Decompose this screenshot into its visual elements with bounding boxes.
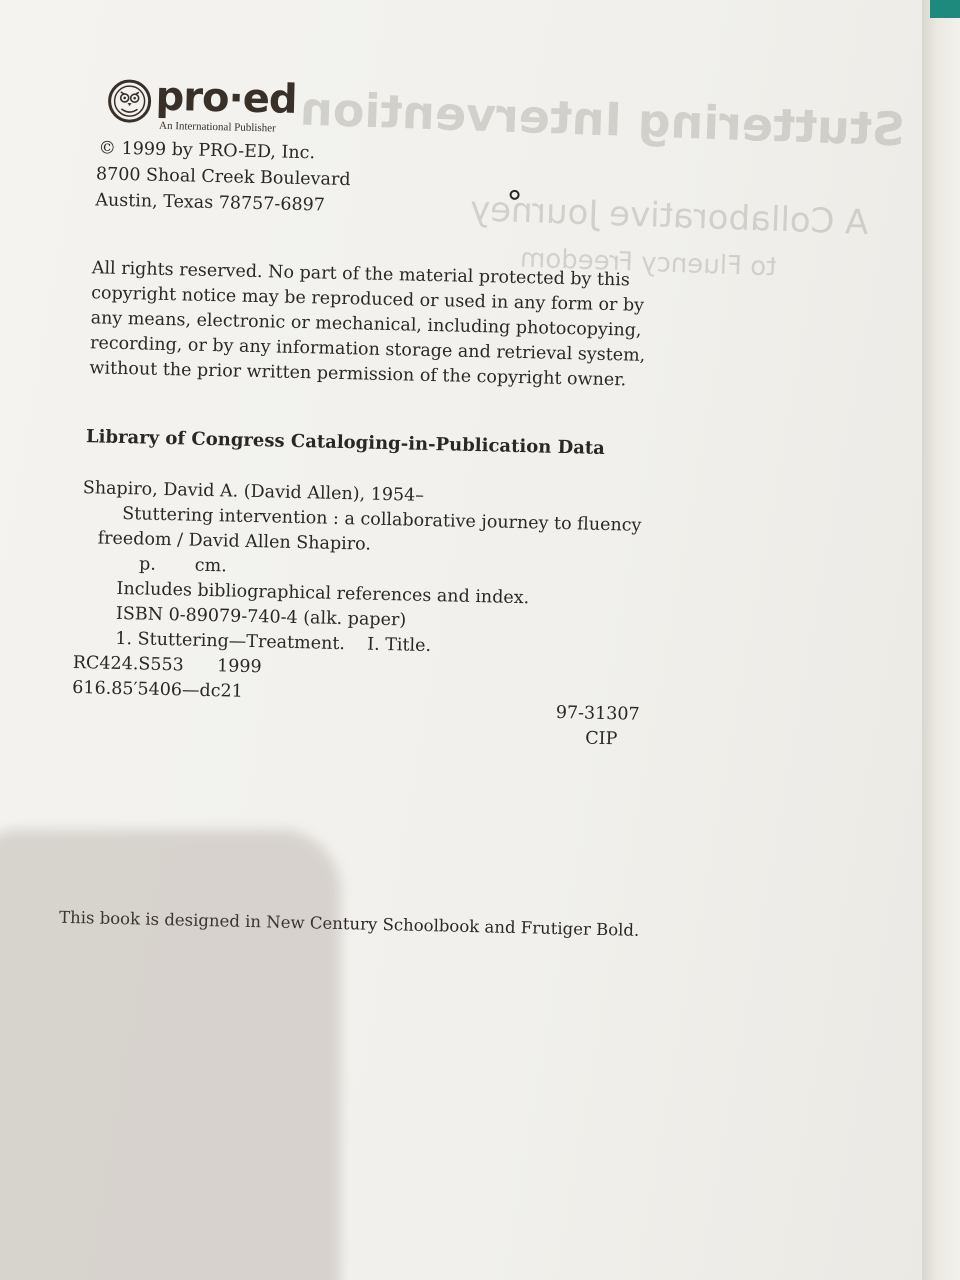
cip-isbn: ISBN 0-89079-740-4 (alk. paper)	[115, 603, 407, 631]
rights-line-3: any means, electronic or mechanical, including photocopying,	[90, 308, 642, 341]
cover-edge	[930, 0, 960, 18]
cip-dewey: 616.85′5406—dc21	[72, 677, 243, 702]
ink-dot	[509, 190, 519, 200]
rights-line-5: without the prior written permission of the copyright owner.	[89, 358, 627, 391]
address-line-2: Austin, Texas 78757-6897	[95, 190, 326, 216]
cip-title-line-1: Stuttering intervention : a collaborative journey to fluency	[122, 504, 642, 536]
page-edge	[922, 0, 960, 1280]
cip-heading: Library of Congress Cataloging-in-Publication Data	[85, 426, 606, 459]
rights-line-4: recording, or by any information storage and retrieval system,	[89, 333, 646, 366]
bleed-through-title: Stuttering Intervention	[299, 81, 906, 157]
cip-notes: Includes bibliographical references and index.	[116, 578, 530, 609]
publisher-logo-word: pro·ed	[155, 73, 298, 123]
cip-label: CIP	[585, 728, 618, 750]
cip-call-number: RC424.S553 1999	[72, 652, 262, 678]
publisher-tagline: An International Publisher	[158, 119, 276, 135]
rights-line-2: copyright notice may be reproduced or used in any form or by	[91, 283, 645, 316]
address-line-1: 8700 Shoal Creek Boulevard	[95, 164, 351, 191]
cip-subjects: 1. Stuttering—Treatment. I. Title.	[115, 628, 432, 657]
cip-title-line-2: freedom / David Allen Shapiro.	[97, 528, 372, 555]
copyright-line: © 1999 by PRO-ED, Inc.	[98, 138, 316, 164]
publisher-logo	[107, 73, 308, 140]
rights-line-1: All rights reserved. No part of the material protected by this	[91, 258, 631, 291]
owl-emblem-icon	[107, 79, 152, 124]
colophon: This book is designed in New Century Schoolbook and Frutiger Bold.	[58, 907, 640, 940]
cip-physical: p. cm.	[138, 554, 227, 577]
cip-lccn: 97-31307	[555, 702, 640, 725]
bleed-through-subtitle-2: to Fluency Freedom	[519, 243, 777, 283]
bleed-through-subtitle: A Collaborative Journey	[469, 189, 870, 243]
cip-author: Shapiro, David A. (David Allen), 1954–	[82, 478, 425, 506]
